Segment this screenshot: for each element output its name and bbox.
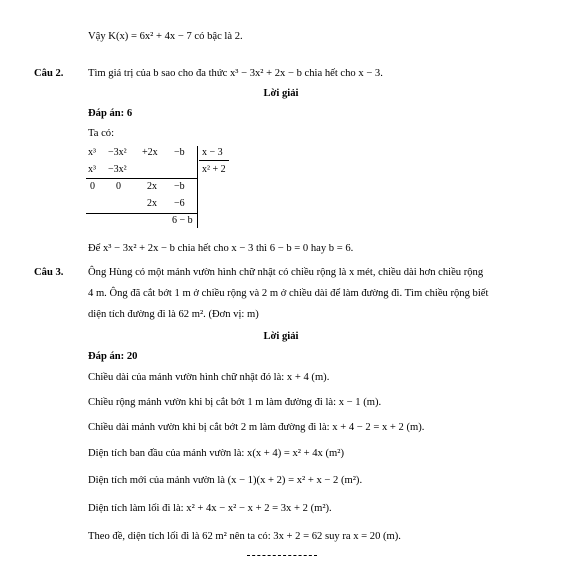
div-r1-c2: −3x² bbox=[108, 147, 127, 158]
q3-solution-heading: Lời giải bbox=[263, 331, 299, 342]
intro-line: Vậy K(x) = 6x² + 4x − 7 có bậc là 2. bbox=[88, 31, 243, 42]
div-r4-c1: 2x bbox=[147, 198, 157, 209]
q3-step-4: Diện tích ban đầu của mảnh vườn là: x(x + 4) = x² + 4x (m²) bbox=[88, 448, 344, 459]
q3-step-2: Chiều rộng mảnh vườn khi bị cắt bớt 1 m làm đường đi là: x − 1 (m). bbox=[88, 397, 382, 408]
q3-text-line-3: diện tích đường đi là 62 m². (Đơn vị: m) bbox=[88, 309, 259, 320]
q2-conclusion: Để x³ − 3x² + 2x − b chia hết cho x − 3 thì 6 − b = 0 hay b = 6. bbox=[88, 243, 354, 254]
q3-step-1: Chiều dài của mảnh vườn hình chữ nhật đó là: x + 4 (m). bbox=[88, 372, 330, 383]
question-3-label: Câu 3. bbox=[34, 267, 64, 278]
q3-text-line-2: 4 m. Ông đã cắt bớt 1 m ở chiều rộng và 2 m ở chiều dài để làm đường đi. Tìm chiều rộng biết bbox=[88, 288, 489, 299]
q3-step-3: Chiều dài mảnh vườn khi bị cắt bớt 2 m làm đường đi là: x + 4 − 2 = x + 2 (m). bbox=[88, 422, 425, 433]
div-r4-c2: −6 bbox=[174, 198, 185, 209]
question-2-label: Câu 2. bbox=[34, 68, 64, 79]
div-r1-c4: −b bbox=[174, 147, 185, 158]
div-r3-c3: 2x bbox=[147, 181, 157, 192]
q3-step-7: Theo đề, diện tích lối đi là 62 m² nên ta có: 3x + 2 = 62 suy ra x = 20 (m). bbox=[88, 531, 401, 542]
question-2-text: Tìm giá trị của b sao cho đa thức x³ − 3x² + 2x − b chia hết cho x − 3. bbox=[88, 68, 383, 79]
divisor: x − 3 bbox=[202, 147, 223, 158]
division-vertical-bar bbox=[197, 146, 198, 228]
q2-answer: Đáp án: 6 bbox=[88, 108, 133, 119]
div-r2-c1: x³ bbox=[88, 164, 96, 175]
q3-step-6: Diện tích làm lối đi là: x² + 4x − x² − x + 2 = 3x + 2 (m²). bbox=[88, 503, 332, 514]
div-r1-c3: +2x bbox=[142, 147, 158, 158]
divisor-underline bbox=[199, 160, 229, 161]
quotient: x² + 2 bbox=[202, 164, 226, 175]
subtraction-line-2 bbox=[86, 213, 197, 214]
div-r3-c2: 0 bbox=[116, 181, 121, 192]
end-separator bbox=[247, 555, 317, 556]
q3-step-5: Diện tích mới của mảnh vườn là (x − 1)(x + 2) = x² + x − 2 (m²). bbox=[88, 475, 363, 486]
q3-answer: Đáp án: 20 bbox=[88, 351, 138, 362]
q2-solution-heading: Lời giải bbox=[263, 88, 299, 99]
q3-text-line-1: Ông Hùng có một mảnh vườn hình chữ nhật có chiều rộng là x mét, chiều dài hơn chiều rộng bbox=[88, 267, 484, 278]
q2-ta-co: Ta có: bbox=[88, 128, 115, 139]
div-r2-c2: −3x² bbox=[108, 164, 127, 175]
div-r3-c4: −b bbox=[174, 181, 185, 192]
subtraction-line-1 bbox=[86, 178, 197, 179]
div-r1-c1: x³ bbox=[88, 147, 96, 158]
remainder: 6 − b bbox=[172, 215, 193, 226]
div-r3-c1: 0 bbox=[90, 181, 95, 192]
